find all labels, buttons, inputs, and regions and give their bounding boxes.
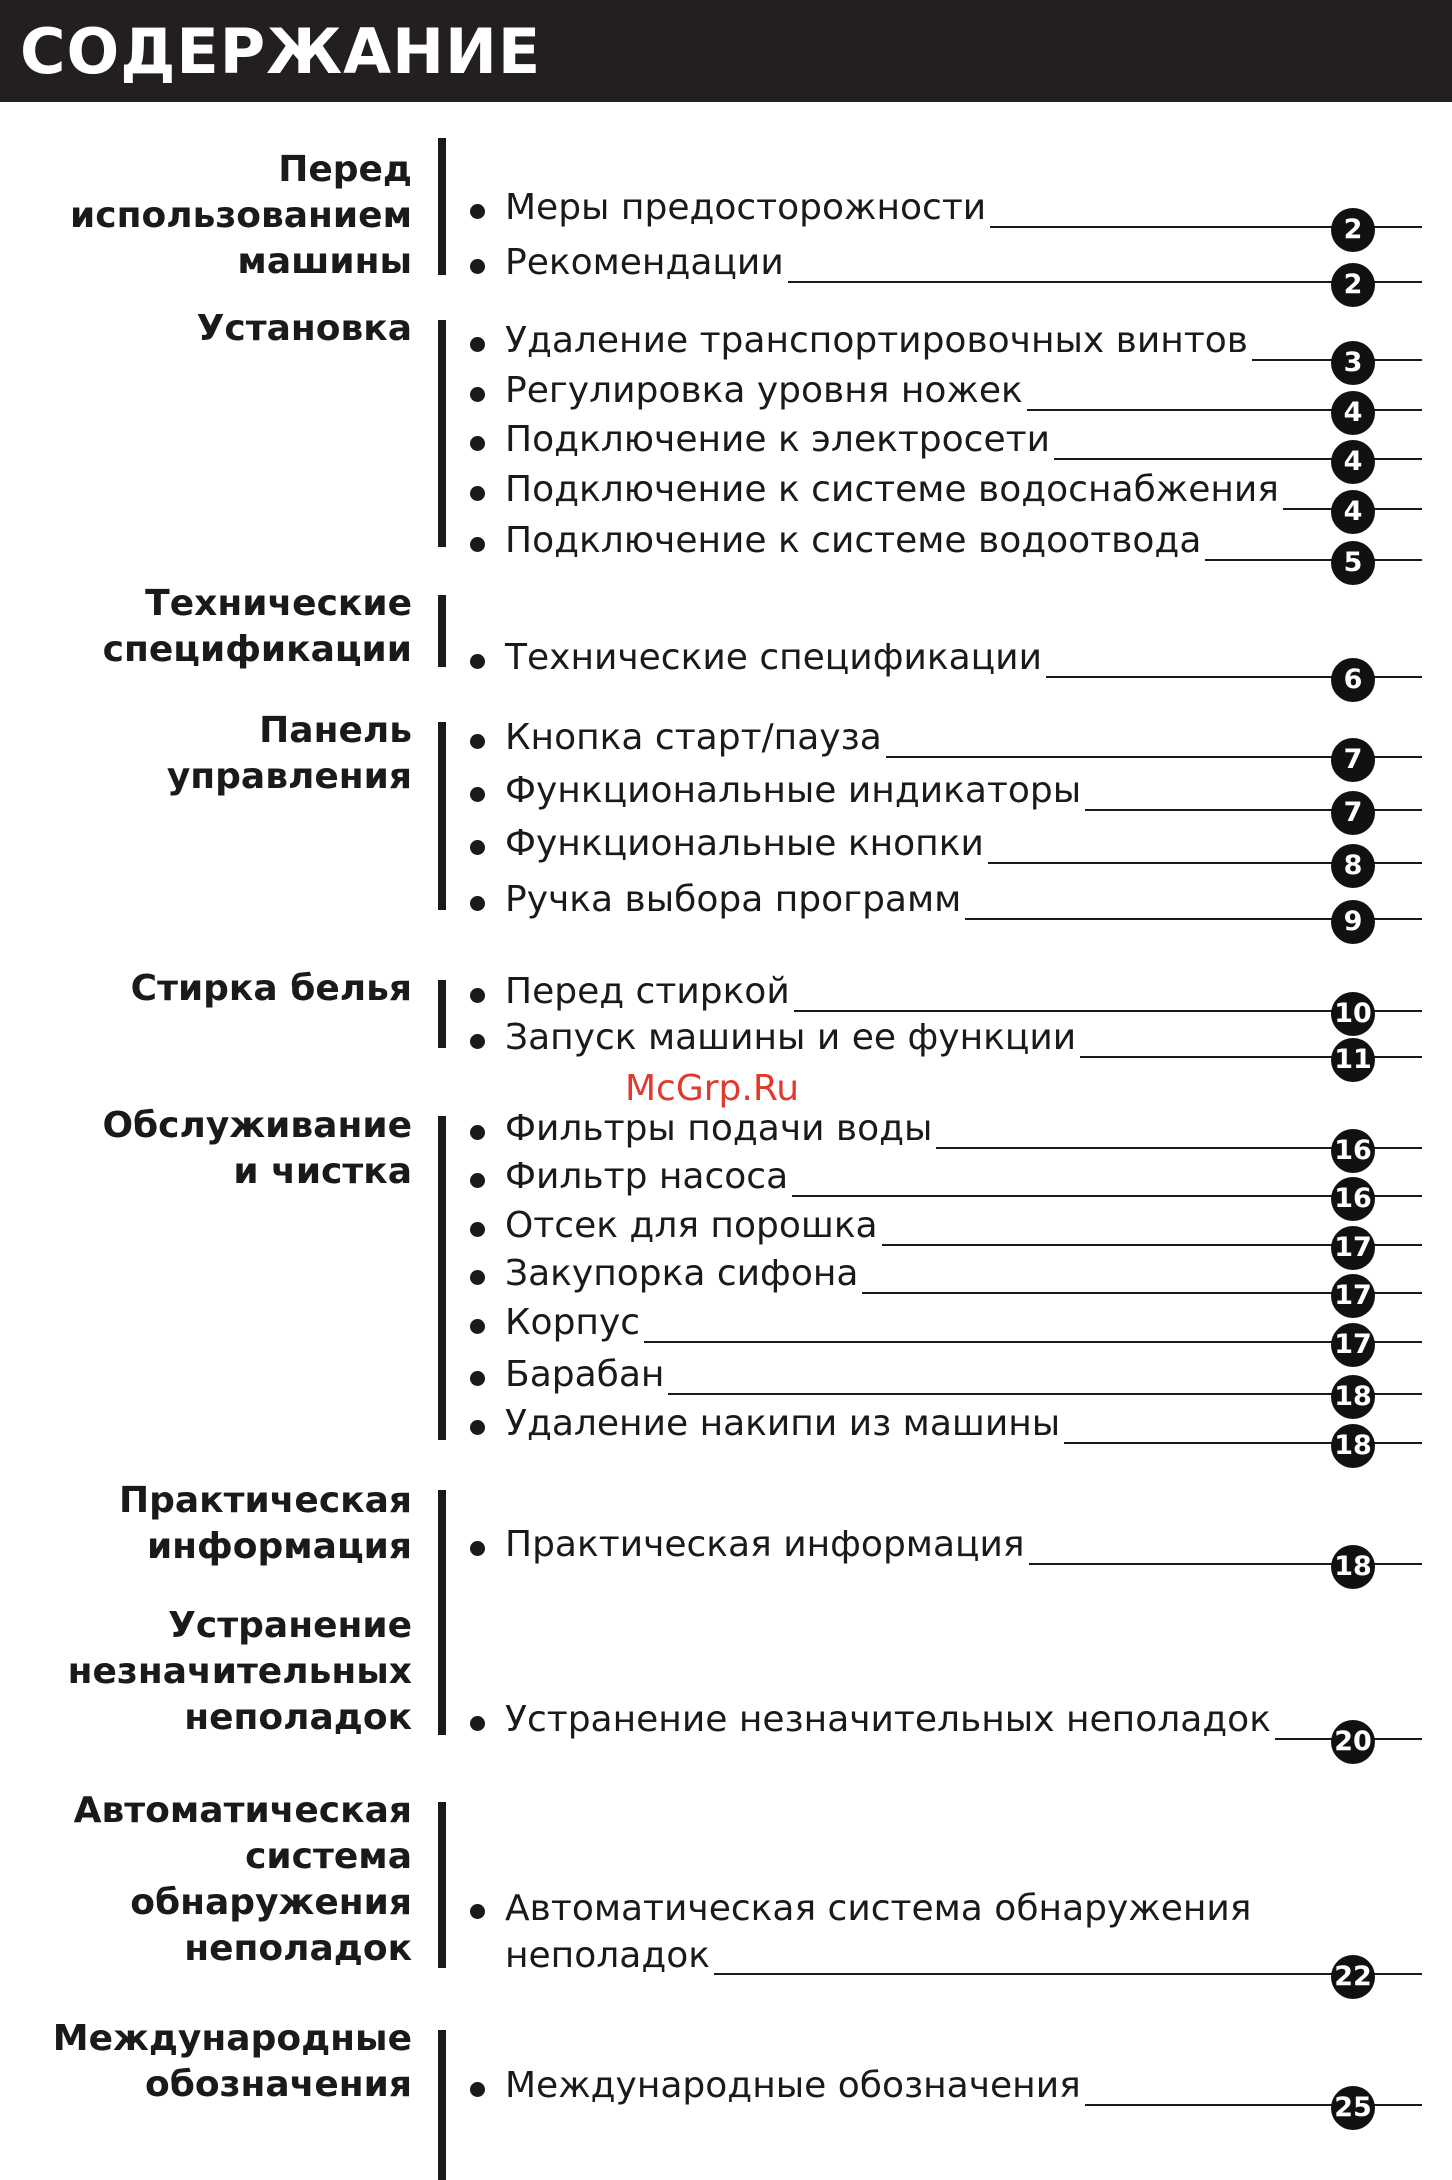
page-number-badge[interactable]: 10 <box>1331 992 1375 1036</box>
toc-entry-label-text: Регулировка уровня ножек <box>505 370 1023 411</box>
page-number-badge[interactable]: 5 <box>1331 541 1375 585</box>
section-title-line: Автоматическая <box>73 1790 412 1831</box>
leader-line <box>1205 559 1422 561</box>
toc-entry-label <box>505 185 986 231</box>
toc-entry-label-text: Рекомендации <box>505 242 784 283</box>
section-title-line: обозначения <box>144 2064 412 2105</box>
bullet-icon <box>470 896 485 911</box>
section-divider <box>438 1580 446 1735</box>
section-title-line: неполадок <box>184 1697 412 1738</box>
toc-entry-label <box>505 715 882 761</box>
toc-entry-label <box>505 368 1023 414</box>
section-title-line: Устранение <box>168 1605 412 1646</box>
toc-entry-label <box>505 1251 858 1297</box>
page-number-badge[interactable]: 18 <box>1331 1375 1375 1419</box>
section-title-line: Перед <box>278 149 412 190</box>
section-title <box>0 1603 412 1741</box>
toc-entry-label <box>505 768 1081 814</box>
bullet-icon <box>470 537 485 552</box>
section-title <box>0 966 412 1012</box>
toc-entry-label-text: Корпус <box>505 1302 641 1343</box>
toc-entry-label-text: Удаление транспортировочных винтов <box>505 320 1249 361</box>
bullet-icon <box>470 1716 485 1731</box>
leader-line <box>788 281 1422 283</box>
bullet-icon <box>470 387 485 402</box>
section-title-line: обнаружения <box>130 1882 412 1923</box>
page-title: СОДЕРЖАНИЕ <box>20 15 542 88</box>
toc-entry-label-text: Запуск машины и ее функции <box>505 1017 1077 1058</box>
page-number-badge[interactable]: 3 <box>1331 341 1375 385</box>
bullet-icon <box>470 734 485 749</box>
section-title <box>0 708 412 800</box>
toc-entry-label-text: Ручка выбора программ <box>505 879 962 920</box>
toc-entry-label <box>505 467 1279 513</box>
toc-entry-label <box>505 518 1201 564</box>
toc-entry-label-text: Функциональные индикаторы <box>505 770 1082 811</box>
page-number-badge[interactable]: 4 <box>1331 490 1375 534</box>
bullet-icon <box>470 1420 485 1435</box>
page-number-badge[interactable]: 8 <box>1331 844 1375 888</box>
bullet-icon <box>470 436 485 451</box>
toc-entry-label-text: Подключение к системе водоотвода <box>505 520 1202 561</box>
page-number-badge[interactable]: 4 <box>1331 391 1375 435</box>
toc-entry-label-line: неполадок <box>505 1935 710 1976</box>
section-divider <box>438 138 446 275</box>
bullet-icon <box>470 259 485 274</box>
section-divider <box>438 1802 446 1968</box>
page-number-badge[interactable]: 7 <box>1331 738 1375 782</box>
page-number-badge[interactable]: 17 <box>1331 1323 1375 1367</box>
section-divider <box>438 320 446 547</box>
section-title <box>0 306 412 352</box>
section-divider <box>438 595 446 667</box>
section-title <box>0 581 412 673</box>
section-title <box>0 1103 412 1195</box>
section-title <box>0 1478 412 1570</box>
toc-entry-label-text: Перед стиркой <box>505 971 790 1012</box>
section-divider <box>438 980 446 1048</box>
page-number-badge[interactable]: 22 <box>1331 1955 1375 1999</box>
toc-entry-label-text: Удаление накипи из машины <box>505 1403 1061 1444</box>
page-number-badge[interactable]: 17 <box>1331 1226 1375 1270</box>
bullet-icon <box>470 337 485 352</box>
bullet-icon <box>470 486 485 501</box>
toc-entry-label <box>505 1154 788 1200</box>
section-title-line: неполадок <box>184 1928 412 1969</box>
header-bar <box>0 0 1452 102</box>
section-title-line: незначительных <box>67 1651 412 1692</box>
section-title-line: Панель <box>259 710 412 751</box>
section-title-line: система <box>245 1836 412 1877</box>
page-number-badge[interactable]: 18 <box>1331 1424 1375 1468</box>
toc-entry-label <box>505 1401 1060 1447</box>
toc-entry-label <box>505 877 961 923</box>
page-number-badge[interactable]: 9 <box>1331 900 1375 944</box>
toc-entry-label-text: Технические спецификации <box>505 637 1042 678</box>
toc-entry-label-text: Кнопка старт/пауза <box>505 717 882 758</box>
page-number-badge[interactable]: 2 <box>1331 263 1375 307</box>
page-number-badge[interactable]: 11 <box>1331 1038 1375 1082</box>
section-title-line: информация <box>146 1526 412 1567</box>
section-title <box>0 2016 412 2108</box>
toc-entry-label-text: Закупорка сифона <box>505 1253 859 1294</box>
toc-entry-label-text: Подключение к электросети <box>505 419 1050 460</box>
toc-entry-label <box>505 1697 1271 1743</box>
section-divider <box>438 722 446 910</box>
toc-entry-label <box>505 1522 1025 1568</box>
bullet-icon <box>470 1222 485 1237</box>
section-title-line: Технические <box>145 583 412 624</box>
bullet-icon <box>470 1319 485 1334</box>
page-number-badge[interactable]: 25 <box>1331 2086 1375 2130</box>
page-number-badge[interactable]: 6 <box>1331 658 1375 702</box>
toc-entry-label-text: Отсек для порошка <box>505 1205 878 1246</box>
section-title-line: использованием <box>70 195 412 236</box>
section-divider <box>438 2030 446 2180</box>
toc-entry-label-text: Меры предосторожности <box>505 187 987 228</box>
toc-entry-label <box>505 821 984 867</box>
page-number-badge[interactable]: 7 <box>1331 791 1375 835</box>
toc-entry-label <box>505 318 1248 364</box>
toc-entry-label-text: Практическая информация <box>505 1524 1025 1565</box>
section-title-line: и чистка <box>233 1151 412 1192</box>
section-title-line: управления <box>166 756 412 797</box>
toc-entry-label-line: Автоматическая система обнаружения <box>505 1888 1252 1929</box>
section-title-line: Обслуживание <box>102 1105 412 1146</box>
toc-entry-label <box>505 635 1042 681</box>
toc-entry-label <box>505 417 1050 463</box>
bullet-icon <box>470 1125 485 1140</box>
bullet-icon <box>470 1371 485 1386</box>
bullet-icon <box>470 1541 485 1556</box>
toc-entry-label <box>505 1352 664 1398</box>
bullet-icon <box>470 787 485 802</box>
toc-entry-label-text: Фильтры подачи воды <box>505 1108 933 1149</box>
bullet-icon <box>470 1904 485 1919</box>
page-number-badge[interactable]: 16 <box>1331 1129 1375 1173</box>
bullet-icon <box>470 204 485 219</box>
page-number-badge[interactable]: 17 <box>1331 1274 1375 1318</box>
toc-entry-label-text: Фильтр насоса <box>505 1156 789 1197</box>
toc-entry-label <box>505 1300 640 1346</box>
section-title <box>0 1788 412 1972</box>
toc-entry-label <box>505 240 784 286</box>
page-number-badge[interactable]: 20 <box>1331 1720 1375 1764</box>
page-number-badge[interactable]: 4 <box>1331 440 1375 484</box>
section-title-line: Практическая <box>118 1480 412 1521</box>
toc-entry-label-text: Международные обозначения <box>505 2065 1081 2106</box>
bullet-icon <box>470 1173 485 1188</box>
section-divider <box>438 1490 446 1580</box>
section-title-line: Стирка белья <box>130 968 412 1009</box>
bullet-icon <box>470 2082 485 2097</box>
toc-entry-label <box>505 1203 878 1249</box>
toc-entry-label <box>505 1885 1251 1979</box>
section-title-line: Международные <box>52 2018 412 2059</box>
bullet-icon <box>470 840 485 855</box>
bullet-icon <box>470 988 485 1003</box>
bullet-icon <box>470 1270 485 1285</box>
watermark: McGrp.Ru <box>625 1068 800 1109</box>
page-number-badge[interactable]: 18 <box>1331 1545 1375 1589</box>
toc-entry-label-text: Функциональные кнопки <box>505 823 984 864</box>
leader-line <box>714 1973 1422 1975</box>
section-title <box>0 147 412 285</box>
bullet-icon <box>470 654 485 669</box>
toc-entry-label <box>505 2063 1081 2109</box>
toc-entry-label-text: Подключение к системе водоснабжения <box>505 469 1279 510</box>
section-title-line: спецификации <box>102 629 412 670</box>
toc-entry-label-text: Устранение незначительных неполадок <box>505 1699 1271 1740</box>
page-number-badge[interactable]: 16 <box>1331 1177 1375 1221</box>
section-title-line: машины <box>237 241 412 282</box>
leader-line <box>644 1341 1422 1343</box>
section-divider <box>438 1116 446 1440</box>
leader-line <box>668 1393 1422 1395</box>
leader-line <box>794 1010 1422 1012</box>
toc-entry-label <box>505 1106 932 1152</box>
toc-entry[interactable] <box>470 1885 1430 1982</box>
page-number-badge[interactable]: 2 <box>1331 208 1375 252</box>
toc-entry-label <box>505 969 790 1015</box>
toc-entry-label-text: Барабан <box>505 1354 665 1395</box>
bullet-icon <box>470 1034 485 1049</box>
section-title-line: Установка <box>196 308 412 349</box>
leader-line <box>792 1195 1422 1197</box>
toc-entry-label <box>505 1015 1076 1061</box>
